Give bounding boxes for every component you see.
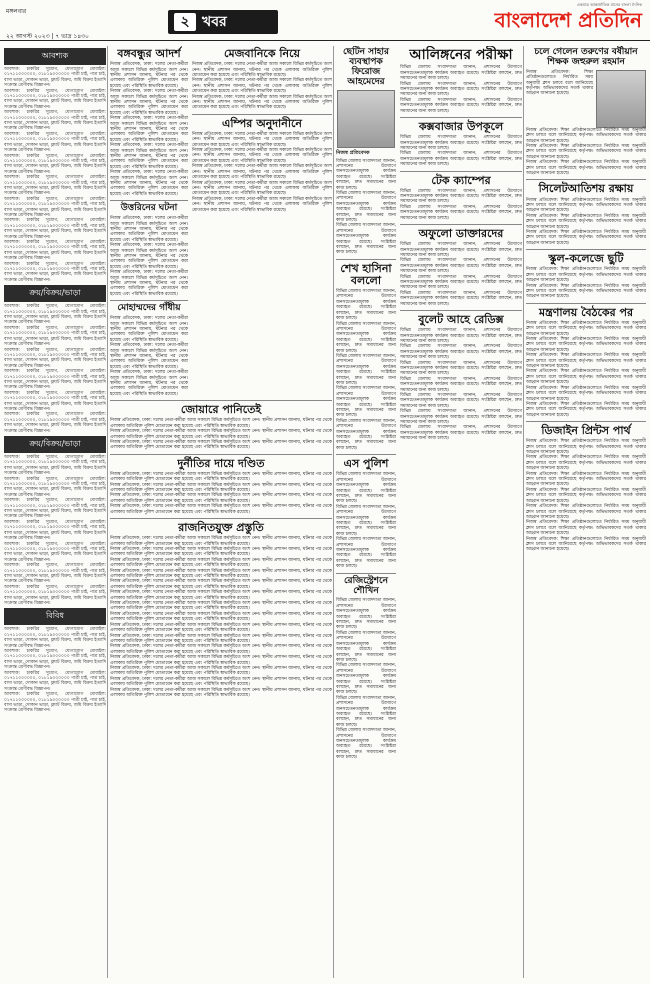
masthead-tagline: একমাত্র আন্তর্জাতিক মানের বাংলা দৈনিক [576, 2, 642, 7]
divider [110, 400, 332, 401]
article-body: নিজস্ব প্রতিবেদক: শিক্ষা প্রতিষ্ঠানগুলোতে নির্ধারিত সময় অনুযায়ী ক্লাস চলবে বলে জানিয়েছে কর্তৃপক্ষ। অভিভাবকদের সতর্ক থাকার আহ্বান জানানো হয়েছে। [526, 160, 646, 177]
article-body: নিজস্ব প্রতিবেদক: শিক্ষা প্রতিষ্ঠানগুলোতে নির্ধারিত সময় অনুযায়ী ক্লাস চলবে বলে জানিয়েছে কর্তৃপক্ষ। অভিভাবকদের সতর্ক থাকার আহ্বান জানানো হয়েছে। [526, 144, 646, 160]
article-body: নিজস্ব প্রতিবেদক: শিক্ষা প্রতিষ্ঠানগুলোতে নির্ধারিত সময় অনুযায়ী ক্লাস চলবে বলে জানিয়েছে কর্তৃপক্ষ। অভিভাবকদের সতর্ক থাকার আহ্বান জানানো হয়েছে। [526, 267, 646, 284]
classified-text: আবশ্যক: চাকরির সুযোগ, যোগাযোগ মোবাইল: ০১৭১১০০০০০০, ০১৮১৯০০০০০০ পাত্রী চাই, পাত্র চাই, বাসা ভাড়া, দোকান ভাড়া, ফ্ল্যাট বিক্রয়, জমি বিক্রয় ইত্যাদি সংক্রান্ত শ্রেণীবদ্ধ বিজ্ঞাপন। [4, 240, 106, 262]
article-body: বিভিন্ন জেলায় সংবাদদাতা জানান, প্রশাসনের উদ্যোগে জনসচেতনতামূলক কার্যক্রম অব্যাহত রয়েছে। সংশ্লিষ্টরা বলছেন, দ্রুত সমাধানের জন্য কাজ চলছে। [400, 65, 522, 82]
classified-text: আবশ্যক: চাকরির সুযোগ, যোগাযোগ মোবাইল: ০১৭১১০০০০০০, ০১৮১৯০০০০০০ পাত্রী চাই, পাত্র চাই, বাসা ভাড়া, দোকান ভাড়া, ফ্ল্যাট বিক্রয়, জমি বিক্রয় ইত্যাদি সংক্রান্ত শ্রেণীবদ্ধ বিজ্ঞাপন। [4, 412, 106, 434]
classified-text: আবশ্যক: চাকরির সুযোগ, যোগাযোগ মোবাইল: ০১৭১১০০০০০০, ০১৮১৯০০০০০০ পাত্রী চাই, পাত্র চাই, বাসা ভাড়া, দোকান ভাড়া, ফ্ল্যাট বিক্রয়, জমি বিক্রয় ইত্যাদি সংক্রান্ত শ্রেণীবদ্ধ বিজ্ঞাপন। [4, 519, 106, 542]
classified-text: আবশ্যক: চাকরির সুযোগ, যোগাযোগ মোবাইল: ০১৭১১০০০০০০, ০১৮১৯০০০০০০ পাত্রী চাই, পাত্র চাই, বাসা ভাড়া, দোকান ভাড়া, ফ্ল্যাট বিক্রয়, জমি বিক্রয় ইত্যাদি সংক্রান্ত শ্রেণীবদ্ধ বিজ্ঞাপন। [4, 563, 106, 585]
header-day: মঙ্গলবার [6, 8, 27, 15]
article-body: নিজস্ব প্রতিবেদক, ঢাকা: দলের নেতা-কর্মীরা আজ সকালে বিভিন্ন কর্মসূচিতে অংশ নেন। স্থানীয় প্রশাসন জানায়, ঘটনার পর থেকে এলাকায় অতিরিক্ত পুলিশ মোতায়েন করা হয়েছে এবং পরিস্থিতি স্বাভাবিক রয়েছে। [110, 270, 188, 297]
reporter-byline: নিজস্ব প্রতিবেদক [336, 149, 370, 156]
classified-heading: ক্রয়/বিক্রয়/ভাড়া [4, 436, 106, 453]
classified-text: আবশ্যক: চাকরির সুযোগ, যোগাযোগ মোবাইল: ০১৭১১০০০০০০, ০১৮১৯০০০০০০ পাত্রী চাই, পাত্র চাই, বাসা ভাড়া, দোকান ভাড়া, ফ্ল্যাট বিক্রয়, জমি বিক্রয় ইত্যাদি সংক্রান্ত শ্রেণীবদ্ধ বিজ্ঞাপন। [4, 347, 106, 369]
article-headline: মেজবানিকে নিয়ে [224, 47, 300, 60]
article-headline: শেখ হাসিনা বললো [340, 261, 392, 287]
article-body: বিভিন্ন জেলায় সংবাদদাতা জানান, প্রশাসনের উদ্যোগে জনসচেতনতামূলক কার্যক্রম অব্যাহত রয়েছে। সংশ্লিষ্টরা বলছেন, দ্রুত সমাধানের জন্য কাজ চলছে। [336, 386, 396, 419]
article-body: নিজস্ব প্রতিবেদক: শিক্ষা প্রতিষ্ঠানগুলোতে নির্ধারিত সময় অনুযায়ী ক্লাস চলবে বলে জানিয়েছে কর্তৃপক্ষ। অভিভাবকদের সতর্ক থাকার আহ্বান জানানো হয়েছে। [526, 353, 646, 370]
article-body: নিজস্ব প্রতিবেদক: শিক্ষা প্রতিষ্ঠানগুলোতে নির্ধারিত সময় অনুযায়ী ক্লাস চলবে বলে জানিয়েছে কর্তৃপক্ষ। অভিভাবকদের সতর্ক থাকার আহ্বান জানানো হয়েছে। [526, 213, 646, 230]
article-body: নিজস্ব প্রতিবেদক, ঢাকা: দলের নেতা-কর্মীরা আজ সকালে বিভিন্ন কর্মসূচিতে অংশ নেন। স্থানীয় প্রশাসন জানায়, ঘটনার পর থেকে এলাকায় অতিরিক্ত পুলিশ মোতায়েন করা হয়েছে এবং পরিস্থিতি স্বাভাবিক রয়েছে। [192, 62, 332, 78]
article-body: নিজস্ব প্রতিবেদক, ঢাকা: দলের নেতা-কর্মীরা আজ সকালে বিভিন্ন কর্মসূচিতে অংশ নেন। স্থানীয় প্রশাসন জানায়, ঘটনার পর থেকে এলাকায় অতিরিক্ত পুলিশ মোতায়েন করা হয়েছে এবং পরিস্থিতি স্বাভাবিক রয়েছে। [110, 429, 332, 440]
classified-text: আবশ্যক: চাকরির সুযোগ, যোগাযোগ মোবাইল: ০১৭১১০০০০০০, ০১৮১৯০০০০০০ পাত্রী চাই, পাত্র চাই, বাসা ভাড়া, দোকান ভাড়া, ফ্ল্যাট বিক্রয়, জমি বিক্রয় ইত্যাদি সংক্রান্ত শ্রেণীবদ্ধ বিজ্ঞাপন। [4, 196, 106, 218]
article-body: নিজস্ব প্রতিবেদক, ঢাকা: দলের নেতা-কর্মীরা আজ সকালে বিভিন্ন কর্মসূচিতে অংশ নেন। স্থানীয় প্রশাসন জানায়, ঘটনার পর থেকে এলাকায় অতিরিক্ত পুলিশ মোতায়েন করা হয়েছে এবং পরিস্থিতি স্বাভাবিক রয়েছে। [110, 439, 332, 451]
classified-text: আবশ্যক: চাকরির সুযোগ, যোগাযোগ মোবাইল: ০১৭১১০০০০০০, ০১৮১৯০০০০০০ পাত্রী চাই, পাত্র চাই, বাসা ভাড়া, দোকান ভাড়া, ফ্ল্যাট বিক্রয়, জমি বিক্রয় ইত্যাদি সংক্রান্ত শ্রেণীবদ্ধ বিজ্ঞাপন। [4, 175, 106, 197]
article-body: নিজস্ব প্রতিবেদক: শিক্ষা প্রতিষ্ঠানগুলোতে নির্ধারিত সময় অনুযায়ী ক্লাস চলবে বলে জানিয়েছে কর্তৃপক্ষ। অভিভাবকদের সতর্ক থাকার আহ্বান জানানো হয়েছে। [526, 455, 646, 472]
article-body: নিজস্ব প্রতিবেদক, ঢাকা: দলের নেতা-কর্মীরা আজ সকালে বিভিন্ন কর্মসূচিতে অংশ নেন। স্থানীয় প্রশাসন জানায়, ঘটনার পর থেকে এলাকায় অতিরিক্ত পুলিশ মোতায়েন করা হয়েছে এবং পরিস্থিতি স্বাভাবিক রয়েছে। [192, 131, 332, 148]
article-body: বিভিন্ন জেলায় সংবাদদাতা জানান, প্রশাসনের উদ্যোগে জনসচেতনতামূলক কার্যক্রম অব্যাহত রয়েছে। সংশ্লিষ্টরা বলছেন, দ্রুত সমাধানের জন্য কাজ চলছে। [336, 695, 396, 728]
article-body: নিজস্ব প্রতিবেদক: শিক্ষা প্রতিষ্ঠানগুলোতে নির্ধারিত সময় অনুযায়ী ক্লাস চলবে বলে জানিয়েছে কর্তৃপক্ষ। অভিভাবকদের সতর্ক থাকার আহ্বান জানানো হয়েছে। [526, 471, 646, 488]
article-body: বিভিন্ন জেলায় সংবাদদাতা জানান, প্রশাসনের উদ্যোগে জনসচেতনতামূলক কার্যক্রম অব্যাহত রয়েছে। সংশ্লিষ্টরা বলছেন, দ্রুত সমাধানের জন্য কাজ চলছে। [400, 188, 522, 205]
article-headline: রাজনিতয়ুক্ত প্রস্তুতি [178, 521, 264, 535]
article-body: নিজস্ব প্রতিবেদক, ঢাকা: দলের নেতা-কর্মীরা আজ সকালে বিভিন্ন কর্মসূচিতে অংশ নেন। স্থানীয় প্রশাসন জানায়, ঘটনার পর থেকে এলাকায় অতিরিক্ত পুলিশ মোতায়েন করা হয়েছে এবং পরিস্থিতি স্বাভাবিক রয়েছে। [110, 579, 332, 590]
masthead [495, 2, 642, 31]
column-divider [107, 46, 108, 978]
classified-text: আবশ্যক: চাকরির সুযোগ, যোগাযোগ মোবাইল: ০১৭১১০০০০০০, ০১৮১৯০০০০০০ পাত্রী চাই, পাত্র চাই, বাসা ভাড়া, দোকান ভাড়া, ফ্ল্যাট বিক্রয়, জমি বিক্রয় ইত্যাদি সংক্রান্ত শ্রেণীবদ্ধ বিজ্ঞাপন। [4, 541, 106, 563]
article-headline: রেজিস্ট্রেশনে শৌখিন [344, 575, 388, 596]
divider [526, 249, 646, 250]
article-body: বিভিন্ন জেলায় সংবাদদাতা জানান, প্রশাসনের উদ্যোগে জনসচেতনতামূলক কার্যক্রম অব্যাহত রয়েছে। সংশ্লিষ্টরা বলছেন, দ্রুত সমাধানের জন্য কাজ চলছে। [336, 537, 396, 570]
classified-text: আবশ্যক: চাকরির সুযোগ, যোগাযোগ মোবাইল: ০১৭১১০০০০০০, ০১৮১৯০০০০০০ পাত্রী চাই, পাত্র চাই, বাসা ভাড়া, দোকান ভাড়া, ফ্ল্যাট বিক্রয়, জমি বিক্রয় ইত্যাদি সংক্রান্ত শ্রেণীবদ্ধ বিজ্ঞাপন। [4, 153, 106, 175]
article-headline: উত্তরিনের ঘটনা [120, 203, 178, 214]
article-body: নিজস্ব প্রতিবেদক, ঢাকা: দলের নেতা-কর্মীরা আজ সকালে বিভিন্ন কর্মসূচিতে অংশ নেন। স্থানীয় প্রশাসন জানায়, ঘটনার পর থেকে এলাকায় অতিরিক্ত পুলিশ মোতায়েন করা হয়েছে এবং পরিস্থিতি স্বাভাবিক রয়েছে। [110, 418, 332, 429]
article-body: বিভিন্ন জেলায় সংবাদদাতা জানান, প্রশাসনের উদ্যোগে জনসচেতনতামূলক কার্যক্রম অব্যাহত রয়েছে। সংশ্লিষ্টরা বলছেন, দ্রুত সমাধানের জন্য কাজ চলছে। [400, 97, 522, 114]
article-body: নিজস্ব প্রতিবেদক, ঢাকা: দলের নেতা-কর্মীরা আজ সকালে বিভিন্ন কর্মসূচিতে অংশ নেন। স্থানীয় প্রশাসন জানায়, ঘটনার পর থেকে এলাকায় অতিরিক্ত পুলিশ মোতায়েন করা হয়েছে এবং পরিস্থিতি স্বাভাবিক রয়েছে। [110, 644, 332, 655]
article-body: নিজস্ব প্রতিবেদক, ঢাকা: দলের নেতা-কর্মীরা আজ সকালে বিভিন্ন কর্মসূচিতে অংশ নেন। স্থানীয় প্রশাসন জানায়, ঘটনার পর থেকে এলাকায় অতিরিক্ত পুলিশ মোতায়েন করা হয়েছে এবং পরিস্থিতি স্বাভাবিক রয়েছে। [110, 568, 332, 580]
page-header [0, 0, 650, 42]
article-body: বিভিন্ন জেলায় সংবাদদাতা জানান, প্রশাসনের উদ্যোগে জনসচেতনতামূলক কার্যক্রম অব্যাহত রয়েছে। সংশ্লিষ্টরা বলছেন, দ্রুত সমাধানের জন্য কাজ চলছে। [336, 158, 396, 191]
article-body: বিভিন্ন জেলায় সংবাদদাতা জানান, প্রশাসনের উদ্যোগে জনসচেতনতামূলক কার্যক্রম অব্যাহত রয়েছে। সংশ্লিষ্টরা বলছেন, দ্রুত সমাধানের জন্য কাজ চলছে। [400, 151, 522, 168]
news-column-3 [336, 46, 522, 978]
article-body: নিজস্ব প্রতিবেদক: শিক্ষা প্রতিষ্ঠানগুলোতে নির্ধারিত সময় অনুযায়ী ক্লাস চলবে বলে জানিয়েছে কর্তৃপক্ষ। অভিভাবকদের সতর্ক থাকার আহ্বান জানানো হয়েছে। [526, 283, 646, 300]
article-body: বিভিন্ন জেলায় সংবাদদাতা জানান, প্রশাসনের উদ্যোগে জনসচেতনতামূলক কার্যক্রম অব্যাহত রয়েছে। সংশ্লিষ্টরা বলছেন, দ্রুত সমাধানের জন্য কাজ চলছে। [400, 258, 522, 275]
classified-text: আবশ্যক: চাকরির সুযোগ, যোগাযোগ মোবাইল: ০১৭১১০০০০০০, ০১৮১৯০০০০০০ পাত্রী চাই, পাত্র চাই, বাসা ভাড়া, দোকান ভাড়া, ফ্ল্যাট বিক্রয়, জমি বিক্রয় ইত্যাদি সংক্রান্ত শ্রেণীবদ্ধ বিজ্ঞাপন। [4, 325, 106, 348]
classified-text: আবশ্যক: চাকরির সুযোগ, যোগাযোগ মোবাইল: ০১৭১১০০০০০০, ০১৮১৯০০০০০০ পাত্রী চাই, পাত্র চাই, বাসা ভাড়া, দোকান ভাড়া, ফ্ল্যাট বিক্রয়, জমি বিক্রয় ইত্যাদি সংক্রান্ত শ্রেণীবদ্ধ বিজ্ঞাপন। [4, 670, 106, 692]
classified-text: আবশ্যক: চাকরির সুযোগ, যোগাযোগ মোবাইল: ০১৭১১০০০০০০, ০১৮১৯০০০০০০ পাত্রী চাই, পাত্র চাই, বাসা ভাড়া, দোকান ভাড়া, ফ্ল্যাট বিক্রয়, জমি বিক্রয় ইত্যাদি সংক্রান্ত শ্রেণীবদ্ধ বিজ্ঞাপন। [4, 692, 106, 714]
article-body: নিজস্ব প্রতিবেদক, ঢাকা: দলের নেতা-কর্মীরা আজ সকালে বিভিন্ন কর্মসূচিতে অংশ নেন। স্থানীয় প্রশাসন জানায়, ঘটনার পর থেকে এলাকায় অতিরিক্ত পুলিশ মোতায়েন করা হয়েছে এবং পরিস্থিতি স্বাভাবিক রয়েছে। [110, 547, 332, 558]
article-body: নিজস্ব প্রতিবেদক: শিক্ষা প্রতিষ্ঠানগুলোতে নির্ধারিত সময় অনুযায়ী ক্লাস চলবে বলে জানিয়েছে কর্তৃপক্ষ। অভিভাবকদের সতর্ক থাকার আহ্বান জানানো হয়েছে। [526, 536, 646, 553]
classifieds-column [4, 46, 106, 978]
article-body: নিজস্ব প্রতিবেদক, ঢাকা: দলের নেতা-কর্মীরা আজ সকালে বিভিন্ন কর্মসূচিতে অংশ নেন। স্থানীয় প্রশাসন জানায়, ঘটনার পর থেকে এলাকায় অতিরিক্ত পুলিশ মোতায়েন করা হয়েছে এবং পরিস্থিতি স্বাভাবিক রয়েছে। [192, 94, 332, 111]
article-body: নিজস্ব প্রতিবেদক: শিক্ষা প্রতিষ্ঠানগুলোতে নির্ধারিত সময় অনুযায়ী ক্লাস চলবে বলে জানিয়েছে কর্তৃপক্ষ। অভিভাবকদের সতর্ক থাকার আহ্বান জানানো হয়েছে। [526, 369, 646, 386]
classified-heading: আবশ্যক [4, 48, 106, 65]
divider [526, 303, 646, 304]
divider [192, 114, 332, 115]
article-body: নিজস্ব প্রতিবেদক, ঢাকা: দলের নেতা-কর্মীরা আজ সকালে বিভিন্ন কর্মসূচিতে অংশ নেন। স্থানীয় প্রশাসন জানায়, ঘটনার পর থেকে এলাকায় অতিরিক্ত পুলিশ মোতায়েন করা হয়েছে এবং পরিস্থিতি স্বাভাবিক রয়েছে। [110, 62, 188, 89]
divider [336, 573, 396, 574]
classified-text: আবশ্যক: চাকরির সুযোগ, যোগাযোগ মোবাইল: ০১৭১১০০০০০০, ০১৮১৯০০০০০০ পাত্রী চাই, পাত্র চাই, বাসা ভাড়া, দোকান ভাড়া, ফ্ল্যাট বিক্রয়, জমি বিক্রয় ইত্যাদি সংক্রান্ত শ্রেণীবদ্ধ বিজ্ঞাপন। [4, 88, 106, 110]
article-body: বিভিন্ন জেলায় সংবাদদাতা জানান, প্রশাসনের উদ্যোগে জনসচেতনতামূলক কার্যক্রম অব্যাহত রয়েছে। সংশ্লিষ্টরা বলছেন, দ্রুত সমাধানের জন্য কাজ চলছে। [400, 290, 522, 307]
article-headline: টেক ক্যাম্পের [431, 173, 491, 187]
article-body: নিজস্ব প্রতিবেদক, ঢাকা: দলের নেতা-কর্মীরা আজ সকালে বিভিন্ন কর্মসূচিতে অংশ নেন। স্থানীয় প্রশাসন জানায়, ঘটনার পর থেকে এলাকায় অতিরিক্ত পুলিশ মোতায়েন করা হয়েছে এবং পরিস্থিতি স্বাভাবিক রয়েছে। [110, 370, 188, 397]
article-headline: এস পুলিশ [343, 457, 389, 471]
article-headline: সিলেটআতিশয় রক্ষায় [538, 182, 634, 196]
article-body: নিজস্ব প্রতিবেদক, ঢাকা: দলের নেতা-কর্মীরা আজ সকালে বিভিন্ন কর্মসূচিতে অংশ নেন। স্থানীয় প্রশাসন জানায়, ঘটনার পর থেকে এলাকায় অতিরিক্ত পুলিশ মোতায়েন করা হয়েছে এবং পরিস্থিতি স্বাভাবিক রয়েছে। [110, 536, 332, 547]
article-body: বিভিন্ন জেলায় সংবাদদাতা জানান, প্রশাসনের উদ্যোগে জনসচেতনতামূলক কার্যক্রম অব্যাহত রয়েছে। সংশ্লিষ্টরা বলছেন, দ্রুত সমাধানের জন্য কাজ চলছে। [400, 393, 522, 409]
classified-text: আবশ্যক: চাকরির সুযোগ, যোগাযোগ মোবাইল: ০১৭১১০০০০০০, ০১৮১৯০০০০০০ পাত্রী চাই, পাত্র চাই, বাসা ভাড়া, দোকান ভাড়া, ফ্ল্যাট বিক্রয়, জমি বিক্রয় ইত্যাদি সংক্রান্ত শ্রেণীবদ্ধ বিজ্ঞাপন। [4, 498, 106, 520]
page-number: ২ [174, 13, 196, 31]
article-body: নিজস্ব প্রতিবেদক, ঢাকা: দলের নেতা-কর্মীরা আজ সকালে বিভিন্ন কর্মসূচিতে অংশ নেন। স্থানীয় প্রশাসন জানায়, ঘটনার পর থেকে এলাকায় অতিরিক্ত পুলিশ মোতায়েন করা হয়েছে এবং পরিস্থিতি স্বাভাবিক রয়েছে। [110, 116, 188, 143]
article-body: বিভিন্ন জেলায় সংবাদদাতা জানান, প্রশাসনের উদ্যোগে জনসচেতনতামূলক কার্যক্রম অব্যাহত রয়েছে। সংশ্লিষ্টরা বলছেন, দ্রুত সমাধানের জন্য কাজ চলছে। [400, 328, 522, 344]
article-body: নিজস্ব প্রতিবেদক, ঢাকা: দলের নেতা-কর্মীরা আজ সকালে বিভিন্ন কর্মসূচিতে অংশ নেন। স্থানীয় প্রশাসন জানায়, ঘটনার পর থেকে এলাকায় অতিরিক্ত পুলিশ মোতায়েন করা হয়েছে এবং পরিস্থিতি স্বাভাবিক রয়েছে। [110, 557, 332, 569]
header-date: ২২ আগস্ট ২০২৩ | ৭ ভাদ্র ১৪৩০ [6, 33, 89, 40]
article-body: নিজস্ব প্রতিবেদক: শিক্ষা প্রতিষ্ঠানগুলোতে নির্ধারিত সময় অনুযায়ী ক্লাস চলবে বলে জানিয়েছে কর্তৃপক্ষ। অভিভাবকদের সতর্ক থাকার আহ্বান জানানো হয়েছে। [526, 127, 646, 144]
divider [110, 200, 188, 201]
article-body: বিভিন্ন জেলায় সংবাদদাতা জানান, প্রশাসনের উদ্যোগে জনসচেতনতামূলক কার্যক্রম অব্যাহত রয়েছে। সংশ্লিষ্টরা বলছেন, দ্রুত সমাধানের জন্য কাজ চলছে। [400, 274, 522, 291]
article-body: নিজস্ব প্রতিবেদক: শিক্ষা প্রতিষ্ঠানগুলোতে নির্ধারিত সময় অনুযায়ী ক্লাস চলবে বলে জানিয়েছে কর্তৃপক্ষ। অভিভাবকদের সতর্ক থাকার আহ্বান জানানো হয়েছে। [526, 337, 646, 353]
article-body: নিজস্ব প্রতিবেদক: শিক্ষা প্রতিষ্ঠানগুলোতে নির্ধারিত সময় অনুযায়ী ক্লাস চলবে বলে জানিয়েছে কর্তৃপক্ষ। অভিভাবকদের সতর্ক থাকার আহ্বান জানানো হয়েছে। [526, 504, 646, 520]
classified-text: আবশ্যক: চাকরির সুযোগ, যোগাযোগ মোবাইল: ০১৭১১০০০০০০, ০১৮১৯০০০০০০ পাত্রী চাই, পাত্র চাই, বাসা ভাড়া, দোকান ভাড়া, ফ্ল্যাট বিক্রয়, জমি বিক্রয় ইত্যাদি সংক্রান্ত শ্রেণীবদ্ধ বিজ্ঞাপন। [4, 261, 106, 283]
classified-text: আবশ্যক: চাকরির সুযোগ, যোগাযোগ মোবাইল: ০১৭১১০০০০০০, ০১৮১৯০০০০০০ পাত্রী চাই, পাত্র চাই, বাসা ভাড়া, দোকান ভাড়া, ফ্ল্যাট বিক্রয়, জমি বিক্রয় ইত্যাদি সংক্রান্ত শ্রেণীবদ্ধ বিজ্ঞাপন। [4, 476, 106, 498]
article-headline: ডিজাইন প্রিন্টস পার্থ [541, 424, 631, 438]
article-body: বিভিন্ন জেলায় সংবাদদাতা জানান, প্রশাসনের উদ্যোগে জনসচেতনতামূলক কার্যক্রম অব্যাহত রয়েছে। সংশ্লিষ্টরা বলছেন, দ্রুত সমাধানের জন্য কাজ চলছে। [336, 598, 396, 631]
article-body: নিজস্ব প্রতিবেদক, ঢাকা: দলের নেতা-কর্মীরা আজ সকালে বিভিন্ন কর্মসূচিতে অংশ নেন। স্থানীয় প্রশাসন জানায়, ঘটনার পর থেকে এলাকায় অতিরিক্ত পুলিশ মোতায়েন করা হয়েছে এবং পরিস্থিতি স্বাভাবিক রয়েছে। [110, 482, 332, 494]
article-headline: ছেটিন সাহার ব্যবস্থাপক ফিরোজ আহমেদের [343, 47, 389, 87]
article-body: নিজস্ব প্রতিবেদক: শিক্ষা প্রতিষ্ঠানগুলোতে নির্ধারিত সময় অনুযায়ী ক্লাস চলবে বলে জানিয়েছে কর্তৃপক্ষ। অভিভাবকদের সতর্ক থাকার আহ্বান জানানো হয়েছে। [526, 385, 646, 402]
divider [400, 117, 522, 118]
classified-text: আবশ্যক: চাকরির সুযোগ, যোগাযোগ মোবাইল: ০১৭১১০০০০০০, ০১৮১৯০০০০০০ পাত্রী চাই, পাত্র চাই, বাসা ভাড়া, দোকান ভাড়া, ফ্ল্যাট বিক্রয়, জমি বিক্রয় ইত্যাদি সংক্রান্ত শ্রেণীবদ্ধ বিজ্ঞাপন। [4, 584, 106, 606]
article-body: বিভিন্ন জেলায় সংবাদদাতা জানান, প্রশাসনের উদ্যোগে জনসচেতনতামূলক কার্যক্রম অব্যাহত রয়েছে। সংশ্লিষ্টরা বলছেন, দ্রুত সমাধানের জন্য কাজ চলছে। [400, 135, 522, 151]
news-photo [337, 90, 395, 148]
masthead-logo: বাংলাদেশ প্রতিদিন [494, 8, 642, 32]
article-headline: বুলেট আহে রেডিক্স [418, 313, 504, 327]
article-body: বিভিন্ন জেলায় সংবাদদাতা জানান, প্রশাসনের উদ্যোগে জনসচেতনতামূলক কার্যক্রম অব্যাহত রয়েছে। সংশ্লিষ্টরা বলছেন, দ্রুত সমাধানের জন্য কাজ চলছে। [336, 630, 396, 663]
article-body: বিভিন্ন জেলায় সংবাদদাতা জানান, প্রশাসনের উদ্যোগে জনসচেতনতামূলক কার্যক্রম অব্যাহত রয়েছে। সংশ্লিষ্টরা বলছেন, দ্রুত সমাধানের জন্য কাজ চলছে। [400, 344, 522, 361]
classified-text: আবশ্যক: চাকরির সুযোগ, যোগাযোগ মোবাইল: ০১৭১১০০০০০০, ০১৮১৯০০০০০০ পাত্রী চাই, পাত্র চাই, বাসা ভাড়া, দোকান ভাড়া, ফ্ল্যাট বিক্রয়, জমি বিক্রয় ইত্যাদি সংক্রান্ত শ্রেণীবদ্ধ বিজ্ঞাপন। [4, 67, 106, 89]
section-name: খবর [202, 14, 227, 30]
article-body: নিজস্ব প্রতিবেদক, ঢাকা: দলের নেতা-কর্মীরা আজ সকালে বিভিন্ন কর্মসূচিতে অংশ নেন। স্থানীয় প্রশাসন জানায়, ঘটনার পর থেকে এলাকায় অতিরিক্ত পুলিশ মোতায়েন করা হয়েছে এবং পরিস্থিতি স্বাভাবিক রয়েছে। [110, 170, 188, 197]
article-body: বিভিন্ন জেলায় সংবাদদাতা জানান, প্রশাসনের উদ্যোগে জনসচেতনতামূলক কার্যক্রম অব্যাহত রয়েছে। সংশ্লিষ্টরা বলছেন, দ্রুত সমাধানের জন্য কাজ চলছে। [336, 418, 396, 451]
classified-heading: ক্রয়/বিক্রয়/ভাড়া [4, 285, 106, 302]
divider [110, 454, 332, 455]
article-body: বিভিন্ন জেলায় সংবাদদাতা জানান, প্রশাসনের উদ্যোগে জনসচেতনতামূলক কার্যক্রম অব্যাহত রয়েছে। সংশ্লিষ্টরা বলছেন, দ্রুত সমাধানের জন্য কাজ চলছে। [336, 191, 396, 224]
classified-text: আবশ্যক: চাকরির সুযোগ, যোগাযোগ মোবাইল: ০১৭১১০০০০০০, ০১৮১৯০০০০০০ পাত্রী চাই, পাত্র চাই, বাসা ভাড়া, দোকান ভাড়া, ফ্ল্যাট বিক্রয়, জমি বিক্রয় ইত্যাদি সংক্রান্ত শ্রেণীবদ্ধ বিজ্ঞাপন। [4, 131, 106, 154]
article-body: নিজস্ব প্রতিবেদক, ঢাকা: দলের নেতা-কর্মীরা আজ সকালে বিভিন্ন কর্মসূচিতে অংশ নেন। স্থানীয় প্রশাসন জানায়, ঘটনার পর থেকে এলাকায় অতিরিক্ত পুলিশ মোতায়েন করা হয়েছে এবং পরিস্থিতি স্বাভাবিক রয়েছে। [110, 611, 332, 623]
article-body: নিজস্ব প্রতিবেদক, ঢাকা: দলের নেতা-কর্মীরা আজ সকালে বিভিন্ন কর্মসূচিতে অংশ নেন। স্থানীয় প্রশাসন জানায়, ঘটনার পর থেকে এলাকায় অতিরিক্ত পুলিশ মোতায়েন করা হয়েছে এবং পরিস্থিতি স্বাভাবিক রয়েছে। [110, 143, 188, 170]
article-headline: কক্সবাজার উপকূলে [418, 120, 504, 134]
article-body: নিজস্ব প্রতিবেদক, ঢাকা: দলের নেতা-কর্মীরা আজ সকালে বিভিন্ন কর্মসূচিতে অংশ নেন। স্থানীয় প্রশাসন জানায়, ঘটনার পর থেকে এলাকায় অতিরিক্ত পুলিশ মোতায়েন করা হয়েছে এবং পরিস্থিতি স্বাভাবিক রয়েছে। [110, 343, 188, 370]
classified-heading: বিবিধ [4, 608, 106, 625]
classified-text: আবশ্যক: চাকরির সুযোগ, যোগাযোগ মোবাইল: ০১৭১১০০০০০০, ০১৮১৯০০০০০০ পাত্রী চাই, পাত্র চাই, বাসা ভাড়া, দোকান ভাড়া, ফ্ল্যাট বিক্রয়, জমি বিক্রয় ইত্যাদি সংক্রান্ত শ্রেণীবদ্ধ বিজ্ঞাপন। [4, 304, 106, 326]
article-body: নিজস্ব প্রতিবেদক, ঢাকা: দলের নেতা-কর্মীরা আজ সকালে বিভিন্ন কর্মসূচিতে অংশ নেন। স্থানীয় প্রশাসন জানায়, ঘটনার পর থেকে এলাকায় অতিরিক্ত পুলিশ মোতায়েন করা হয়েছে এবং পরিস্থিতি স্বাভাবিক রয়েছে। [192, 148, 332, 164]
article-body: নিজস্ব প্রতিবেদক: শিক্ষা প্রতিষ্ঠানগুলোতে নির্ধারিত সময় অনুযায়ী ক্লাস চলবে বলে জানিয়েছে কর্তৃপক্ষ। অভিভাবকদের সতর্ক থাকার আহ্বান জানানো হয়েছে। [526, 401, 646, 418]
article-headline: জোয়ারে পানিতেই [180, 403, 262, 417]
article-body: নিজস্ব প্রতিবেদক, ঢাকা: দলের নেতা-কর্মীরা আজ সকালে বিভিন্ন কর্মসূচিতে অংশ নেন। স্থানীয় প্রশাসন জানায়, ঘটনার পর থেকে এলাকায় অতিরিক্ত পুলিশ মোতায়েন করা হয়েছে এবং পরিস্থিতি স্বাভাবিক রয়েছে। [110, 504, 332, 515]
page-number-box [168, 10, 278, 34]
article-headline: অফুলো ডাক্তারদের [418, 227, 504, 241]
column-divider [333, 46, 334, 978]
article-body: বিভিন্ন জেলায় সংবাদদাতা জানান, প্রশাসনের উদ্যোগে জনসচেতনতামূলক কার্যক্রম অব্যাহত রয়েছে। সংশ্লিষ্টরা বলছেন, দ্রুত সমাধানের জন্য কাজ চলছে। [336, 321, 396, 354]
article-body: নিজস্ব প্রতিবেদক, ঢাকা: দলের নেতা-কর্মীরা আজ সকালে বিভিন্ন কর্মসূচিতে অংশ নেন। স্থানীয় প্রশাসন জানায়, ঘটনার পর থেকে এলাকায় অতিরিক্ত পুলিশ মোতায়েন করা হয়েছে এবং পরিস্থিতি স্বাভাবিক রয়েছে। [110, 89, 188, 116]
divider [400, 171, 522, 172]
divider [400, 310, 522, 311]
article-body: নিজস্ব প্রতিবেদক, ঢাকা: দলের নেতা-কর্মীরা আজ সকালে বিভিন্ন কর্মসূচিতে অংশ নেন। স্থানীয় প্রশাসন জানায়, ঘটনার পর থেকে এলাকায় অতিরিক্ত পুলিশ মোতায়েন করা হয়েছে এবং পরিস্থিতি স্বাভাবিক রয়েছে। [110, 687, 332, 698]
classified-text: আবশ্যক: চাকরির সুযোগ, যোগাযোগ মোবাইল: ০১৭১১০০০০০০, ০১৮১৯০০০০০০ পাত্রী চাই, পাত্র চাই, বাসা ভাড়া, দোকান ভাড়া, ফ্ল্যাট বিক্রয়, জমি বিক্রয় ইত্যাদি সংক্রান্ত শ্রেণীবদ্ধ বিজ্ঞাপন। [4, 390, 106, 412]
article-body: বিভিন্ন জেলায় সংবাদদাতা জানান, প্রশাসনের উদ্যোগে জনসচেতনতামূলক কার্যক্রম অব্যাহত রয়েছে। সংশ্লিষ্টরা বলছেন, দ্রুত সমাধানের জন্য কাজ চলছে। [336, 223, 396, 256]
column-divider [523, 46, 524, 978]
article-body: বিভিন্ন জেলায় সংবাদদাতা জানান, প্রশাসনের উদ্যোগে জনসচেতনতামূলক কার্যক্রম অব্যাহত রয়েছে। সংশ্লিষ্টরা বলছেন, দ্রুত সমাধানের জন্য কাজ চলছে। [400, 204, 522, 221]
article-body: নিজস্ব প্রতিবেদক, ঢাকা: দলের নেতা-কর্মীরা আজ সকালে বিভিন্ন কর্মসূচিতে অংশ নেন। স্থানীয় প্রশাসন জানায়, ঘটনার পর থেকে এলাকায় অতিরিক্ত পুলিশ মোতায়েন করা হয়েছে এবং পরিস্থিতি স্বাভাবিক রয়েছে। [192, 196, 332, 213]
article-body: নিজস্ব প্রতিবেদক, ঢাকা: দলের নেতা-কর্মীরা আজ সকালে বিভিন্ন কর্মসূচিতে অংশ নেন। স্থানীয় প্রশাসন জানায়, ঘটনার পর থেকে এলাকায় অতিরিক্ত পুলিশ মোতায়েন করা হয়েছে এবং পরিস্থিতি স্বাভাবিক রয়েছে। [110, 316, 188, 343]
article-headline: মন্ত্রণালয় বৈঠকের পর [538, 305, 634, 319]
article-body: বিভিন্ন জেলায় সংবাদদাতা জানান, প্রশাসনের উদ্যোগে জনসচেতনতামূলক কার্যক্রম অব্যাহত রয়েছে। সংশ্লিষ্টরা বলছেন, দ্রুত সমাধানের জন্য কাজ চলছে। [336, 353, 396, 386]
article-body: নিজস্ব প্রতিবেদক: শিক্ষা প্রতিষ্ঠানগুলোতে নির্ধারিত সময় অনুযায়ী ক্লাস চলবে বলে জানিয়েছে কর্তৃপক্ষ। অভিভাবকদের সতর্ক থাকার আহ্বান জানানো হয়েছে। [526, 439, 646, 456]
article-body: নিজস্ব প্রতিবেদক, ঢাকা: দলের নেতা-কর্মীরা আজ সকালে বিভিন্ন কর্মসূচিতে অংশ নেন। স্থানীয় প্রশাসন জানায়, ঘটনার পর থেকে এলাকায় অতিরিক্ত পুলিশ মোতায়েন করা হয়েছে এবং পরিস্থিতি স্বাভাবিক রয়েছে। [110, 633, 332, 644]
article-body: নিজস্ব প্রতিবেদক, ঢাকা: দলের নেতা-কর্মীরা আজ সকালে বিভিন্ন কর্মসূচিতে অংশ নেন। স্থানীয় প্রশাসন জানায়, ঘটনার পর থেকে এলাকায় অতিরিক্ত পুলিশ মোতায়েন করা হয়েছে এবং পরিস্থিতি স্বাভাবিক রয়েছে। [192, 78, 332, 95]
article-body: নিজস্ব প্রতিবেদক, ঢাকা: দলের নেতা-কর্মীরা আজ সকালে বিভিন্ন কর্মসূচিতে অংশ নেন। স্থানীয় প্রশাসন জানায়, ঘটনার পর থেকে এলাকায় অতিরিক্ত পুলিশ মোতায়েন করা হয়েছে এবং পরিস্থিতি স্বাভাবিক রয়েছে। [192, 180, 332, 197]
article-headline: মোহাম্মদের গাঁধীয় [117, 303, 181, 314]
article-body: বিভিন্ন জেলায় সংবাদদাতা জানান, প্রশাসনের উদ্যোগে জনসচেতনতামূলক কার্যক্রম অব্যাহত রয়েছে। সংশ্লিষ্টরা বলছেন, দ্রুত সমাধানের জন্য কাজ চলছে। [400, 81, 522, 98]
article-headline: দুর্নীতির দায়ে দণ্ডিত [177, 456, 265, 470]
classified-text: আবশ্যক: চাকরির সুযোগ, যোগাযোগ মোবাইল: ০১৭১১০০০০০০, ০১৮১৯০০০০০০ পাত্রী চাই, পাত্র চাই, বাসা ভাড়া, দোকান ভাড়া, ফ্ল্যাট বিক্রয়, জমি বিক্রয় ইত্যাদি সংক্রান্ত শ্রেণীবদ্ধ বিজ্ঞাপন। [4, 369, 106, 391]
article-body: বিভিন্ন জেলায় সংবাদদাতা জানান, প্রশাসনের উদ্যোগে জনসচেতনতামূলক কার্যক্রম অব্যাহত রয়েছে। সংশ্লিষ্টরা বলছেন, দ্রুত সমাধানের জন্য কাজ চলছে। [400, 360, 522, 377]
classified-text: আবশ্যক: চাকরির সুযোগ, যোগাযোগ মোবাইল: ০১৭১১০০০০০০, ০১৮১৯০০০০০০ পাত্রী চাই, পাত্র চাই, বাসা ভাড়া, দোকান ভাড়া, ফ্ল্যাট বিক্রয়, জমি বিক্রয় ইত্যাদি সংক্রান্ত শ্রেণীবদ্ধ বিজ্ঞাপন। [4, 649, 106, 671]
article-body: নিজস্ব প্রতিবেদক: শিক্ষা প্রতিষ্ঠানগুলোতে নির্ধারিত সময় অনুযায়ী ক্লাস চলবে বলে জানিয়েছে কর্তৃপক্ষ। অভিভাবকদের সতর্ক থাকার আহ্বান জানানো হয়েছে। [526, 69, 593, 97]
header-rule [0, 40, 650, 41]
article-body: বিভিন্ন জেলায় সংবাদদাতা জানান, প্রশাসনের উদ্যোগে জনসচেতনতামূলক কার্যক্রম অব্যাহত রয়েছে। সংশ্লিষ্টরা বলছেন, দ্রুত সমাধানের জন্য কাজ চলছে। [400, 409, 522, 426]
classified-text: আবশ্যক: চাকরির সুযোগ, যোগাযোগ মোবাইল: ০১৭১১০০০০০০, ০১৮১৯০০০০০০ পাত্রী চাই, পাত্র চাই, বাসা ভাড়া, দোকান ভাড়া, ফ্ল্যাট বিক্রয়, জমি বিক্রয় ইত্যাদি সংক্রান্ত শ্রেণীবদ্ধ বিজ্ঞাপন। [4, 455, 106, 477]
article-body: বিভিন্ন জেলায় সংবাদদাতা জানান, প্রশাসনের উদ্যোগে জনসচেতনতামূলক কার্যক্রম অব্যাহত রয়েছে। সংশ্লিষ্টরা বলছেন, দ্রুত সমাধানের জন্য কাজ চলছে। [336, 472, 396, 505]
divider [526, 179, 646, 180]
article-body: বিভিন্ন জেলায় সংবাদদাতা জানান, প্রশাসনের উদ্যোগে জনসচেতনতামূলক কার্যক্রম অব্যাহত রয়েছে। সংশ্লিষ্টরা বলছেন, দ্রুত সমাধানের জন্য কাজ চলছে। [336, 728, 396, 761]
divider [110, 300, 188, 301]
divider [400, 224, 522, 225]
divider [336, 454, 396, 455]
article-body: বিভিন্ন জেলায় সংবাদদাতা জানান, প্রশাসনের উদ্যোগে জনসচেতনতামূলক কার্যক্রম অব্যাহত রয়েছে। সংশ্লিষ্টরা বলছেন, দ্রুত সমাধানের জন্য কাজ চলছে। [336, 663, 396, 696]
article-body: নিজস্ব প্রতিবেদক, ঢাকা: দলের নেতা-কর্মীরা আজ সকালে বিভিন্ন কর্মসূচিতে অংশ নেন। স্থানীয় প্রশাসন জানায়, ঘটনার পর থেকে এলাকায় অতিরিক্ত পুলিশ মোতায়েন করা হয়েছে এবং পরিস্থিতি স্বাভাবিক রয়েছে। [110, 601, 332, 612]
article-body: বিভিন্ন জেলায় সংবাদদাতা জানান, প্রশাসনের উদ্যোগে জনসচেতনতামূলক কার্যক্রম অব্যাহত রয়েছে। সংশ্লিষ্টরা বলছেন, দ্রুত সমাধানের জন্য কাজ চলছে। [400, 242, 522, 259]
article-body: নিজস্ব প্রতিবেদক: শিক্ষা প্রতিষ্ঠানগুলোতে নির্ধারিত সময় অনুযায়ী ক্লাস চলবে বলে জানিয়েছে কর্তৃপক্ষ। অভিভাবকদের সতর্ক থাকার আহ্বান জানানো হয়েছে। [526, 197, 646, 214]
article-body: নিজস্ব প্রতিবেদক: শিক্ষা প্রতিষ্ঠানগুলোতে নির্ধারিত সময় অনুযায়ী ক্লাস চলবে বলে জানিয়েছে কর্তৃপক্ষ। অভিভাবকদের সতর্ক থাকার আহ্বান জানানো হয়েছে। [526, 520, 646, 537]
article-headline: এম্পির অনুদানীনে [222, 116, 302, 130]
obituary-photo [596, 70, 646, 128]
article-body: নিজস্ব প্রতিবেদক, ঢাকা: দলের নেতা-কর্মীরা আজ সকালে বিভিন্ন কর্মসূচিতে অংশ নেন। স্থানীয় প্রশাসন জানায়, ঘটনার পর থেকে এলাকায় অতিরিক্ত পুলিশ মোতায়েন করা হয়েছে এবং পরিস্থিতি স্বাভাবিক রয়েছে। [110, 665, 332, 677]
divider [526, 421, 646, 422]
classified-text: আবশ্যক: চাকরির সুযোগ, যোগাযোগ মোবাইল: ০১৭১১০০০০০০, ০১৮১৯০০০০০০ পাত্রী চাই, পাত্র চাই, বাসা ভাড়া, দোকান ভাড়া, ফ্ল্যাট বিক্রয়, জমি বিক্রয় ইত্যাদি সংক্রান্ত শ্রেণীবদ্ধ বিজ্ঞাপন। [4, 627, 106, 649]
article-body: বিভিন্ন জেলায় সংবাদদাতা জানান, প্রশাসনের উদ্যোগে জনসচেতনতামূলক কার্যক্রম অব্যাহত রয়েছে। সংশ্লিষ্টরা বলছেন, দ্রুত সমাধানের জন্য কাজ চলছে। [336, 289, 396, 322]
article-headline: স্কুল-কলেজে ছুটি [548, 252, 624, 266]
article-body: নিজস্ব প্রতিবেদক, ঢাকা: দলের নেতা-কর্মীরা আজ সকালে বিভিন্ন কর্মসূচিতে অংশ নেন। স্থানীয় প্রশাসন জানায়, ঘটনার পর থেকে এলাকায় অতিরিক্ত পুলিশ মোতায়েন করা হয়েছে এবং পরিস্থিতি স্বাভাবিক রয়েছে। [192, 164, 332, 181]
article-body: বিভিন্ন জেলায় সংবাদদাতা জানান, প্রশাসনের উদ্যোগে জনসচেতনতামূলক কার্যক্রম অব্যাহত রয়েছে। সংশ্লিষ্টরা বলছেন, দ্রুত সমাধানের জন্য কাজ চলছে। [400, 376, 522, 393]
article-headline: আলিঙ্গনের পরীক্ষা [409, 47, 513, 63]
article-body: নিজস্ব প্রতিবেদক, ঢাকা: দলের নেতা-কর্মীরা আজ সকালে বিভিন্ন কর্মসূচিতে অংশ নেন। স্থানীয় প্রশাসন জানায়, ঘটনার পর থেকে এলাকায় অতিরিক্ত পুলিশ মোতায়েন করা হয়েছে এবং পরিস্থিতি স্বাভাবিক রয়েছে। [110, 622, 332, 634]
news-column-2 [110, 46, 332, 978]
article-body: নিজস্ব প্রতিবেদক, ঢাকা: দলের নেতা-কর্মীরা আজ সকালে বিভিন্ন কর্মসূচিতে অংশ নেন। স্থানীয় প্রশাসন জানায়, ঘটনার পর থেকে এলাকায় অতিরিক্ত পুলিশ মোতায়েন করা হয়েছে এবং পরিস্থিতি স্বাভাবিক রয়েছে। [110, 676, 332, 688]
classified-text: আবশ্যক: চাকরির সুযোগ, যোগাযোগ মোবাইল: ০১৭১১০০০০০০, ০১৮১৯০০০০০০ পাত্রী চাই, পাত্র চাই, বাসা ভাড়া, দোকান ভাড়া, ফ্ল্যাট বিক্রয়, জমি বিক্রয় ইত্যাদি সংক্রান্ত শ্রেণীবদ্ধ বিজ্ঞাপন। [4, 110, 106, 132]
article-body: নিজস্ব প্রতিবেদক: শিক্ষা প্রতিষ্ঠানগুলোতে নির্ধারিত সময় অনুযায়ী ক্লাস চলবে বলে জানিয়েছে কর্তৃপক্ষ। অভিভাবকদের সতর্ক থাকার আহ্বান জানানো হয়েছে। [526, 320, 646, 337]
news-column-4 [526, 46, 646, 978]
article-headline: চলে গেলেন তরুণের বর্ষীয়ান শিক্ষক জহুরুল রহমান [534, 47, 638, 67]
article-body: নিজস্ব প্রতিবেদক, ঢাকা: দলের নেতা-কর্মীরা আজ সকালে বিভিন্ন কর্মসূচিতে অংশ নেন। স্থানীয় প্রশাসন জানায়, ঘটনার পর থেকে এলাকায় অতিরিক্ত পুলিশ মোতায়েন করা হয়েছে এবং পরিস্থিতি স্বাভাবিক রয়েছে। [110, 655, 332, 666]
article-body: নিজস্ব প্রতিবেদক, ঢাকা: দলের নেতা-কর্মীরা আজ সকালে বিভিন্ন কর্মসূচিতে অংশ নেন। স্থানীয় প্রশাসন জানায়, ঘটনার পর থেকে এলাকায় অতিরিক্ত পুলিশ মোতায়েন করা হয়েছে এবং পরিস্থিতি স্বাভাবিক রয়েছে। [110, 216, 188, 243]
divider [110, 518, 332, 519]
article-body: নিজস্ব প্রতিবেদক, ঢাকা: দলের নেতা-কর্মীরা আজ সকালে বিভিন্ন কর্মসূচিতে অংশ নেন। স্থানীয় প্রশাসন জানায়, ঘটনার পর থেকে এলাকায় অতিরিক্ত পুলিশ মোতায়েন করা হয়েছে এবং পরিস্থিতি স্বাভাবিক রয়েছে। [110, 471, 332, 483]
article-body: নিজস্ব প্রতিবেদক, ঢাকা: দলের নেতা-কর্মীরা আজ সকালে বিভিন্ন কর্মসূচিতে অংশ নেন। স্থানীয় প্রশাসন জানায়, ঘটনার পর থেকে এলাকায় অতিরিক্ত পুলিশ মোতায়েন করা হয়েছে এবং পরিস্থিতি স্বাভাবিক রয়েছে। [110, 243, 188, 270]
article-body: বিভিন্ন জেলায় সংবাদদাতা জানান, প্রশাসনের উদ্যোগে জনসচেতনতামূলক কার্যক্রম অব্যাহত রয়েছে। সংশ্লিষ্টরা বলছেন, দ্রুত সমাধানের জন্য কাজ চলছে। [400, 425, 522, 442]
article-body: নিজস্ব প্রতিবেদক: শিক্ষা প্রতিষ্ঠানগুলোতে নির্ধারিত সময় অনুযায়ী ক্লাস চলবে বলে জানিয়েছে কর্তৃপক্ষ। অভিভাবকদের সতর্ক থাকার আহ্বান জানানো হয়েছে। [526, 487, 646, 504]
article-body: নিজস্ব প্রতিবেদক: শিক্ষা প্রতিষ্ঠানগুলোতে নির্ধারিত সময় অনুযায়ী ক্লাস চলবে বলে জানিয়েছে কর্তৃপক্ষ। অভিভাবকদের সতর্ক থাকার আহ্বান জানানো হয়েছে। [526, 229, 646, 246]
article-headline: বঙ্গবন্ধুর আদর্শ [117, 47, 181, 60]
classified-text: আবশ্যক: চাকরির সুযোগ, যোগাযোগ মোবাইল: ০১৭১১০০০০০০, ০১৮১৯০০০০০০ পাত্রী চাই, পাত্র চাই, বাসা ভাড়া, দোকান ভাড়া, ফ্ল্যাট বিক্রয়, জমি বিক্রয় ইত্যাদি সংক্রান্ত শ্রেণীবদ্ধ বিজ্ঞাপন। [4, 218, 106, 240]
article-body: বিভিন্ন জেলায় সংবাদদাতা জানান, প্রশাসনের উদ্যোগে জনসচেতনতামূলক কার্যক্রম অব্যাহত রয়েছে। সংশ্লিষ্টরা বলছেন, দ্রুত সমাধানের জন্য কাজ চলছে। [336, 504, 396, 537]
divider [336, 259, 396, 260]
article-body: নিজস্ব প্রতিবেদক, ঢাকা: দলের নেতা-কর্মীরা আজ সকালে বিভিন্ন কর্মসূচিতে অংশ নেন। স্থানীয় প্রশাসন জানায়, ঘটনার পর থেকে এলাকায় অতিরিক্ত পুলিশ মোতায়েন করা হয়েছে এবং পরিস্থিতি স্বাভাবিক রয়েছে। [110, 590, 332, 601]
article-body: নিজস্ব প্রতিবেদক, ঢাকা: দলের নেতা-কর্মীরা আজ সকালে বিভিন্ন কর্মসূচিতে অংশ নেন। স্থানীয় প্রশাসন জানায়, ঘটনার পর থেকে এলাকায় অতিরিক্ত পুলিশ মোতায়েন করা হয়েছে এবং পরিস্থিতি স্বাভাবিক রয়েছে। [110, 493, 332, 504]
